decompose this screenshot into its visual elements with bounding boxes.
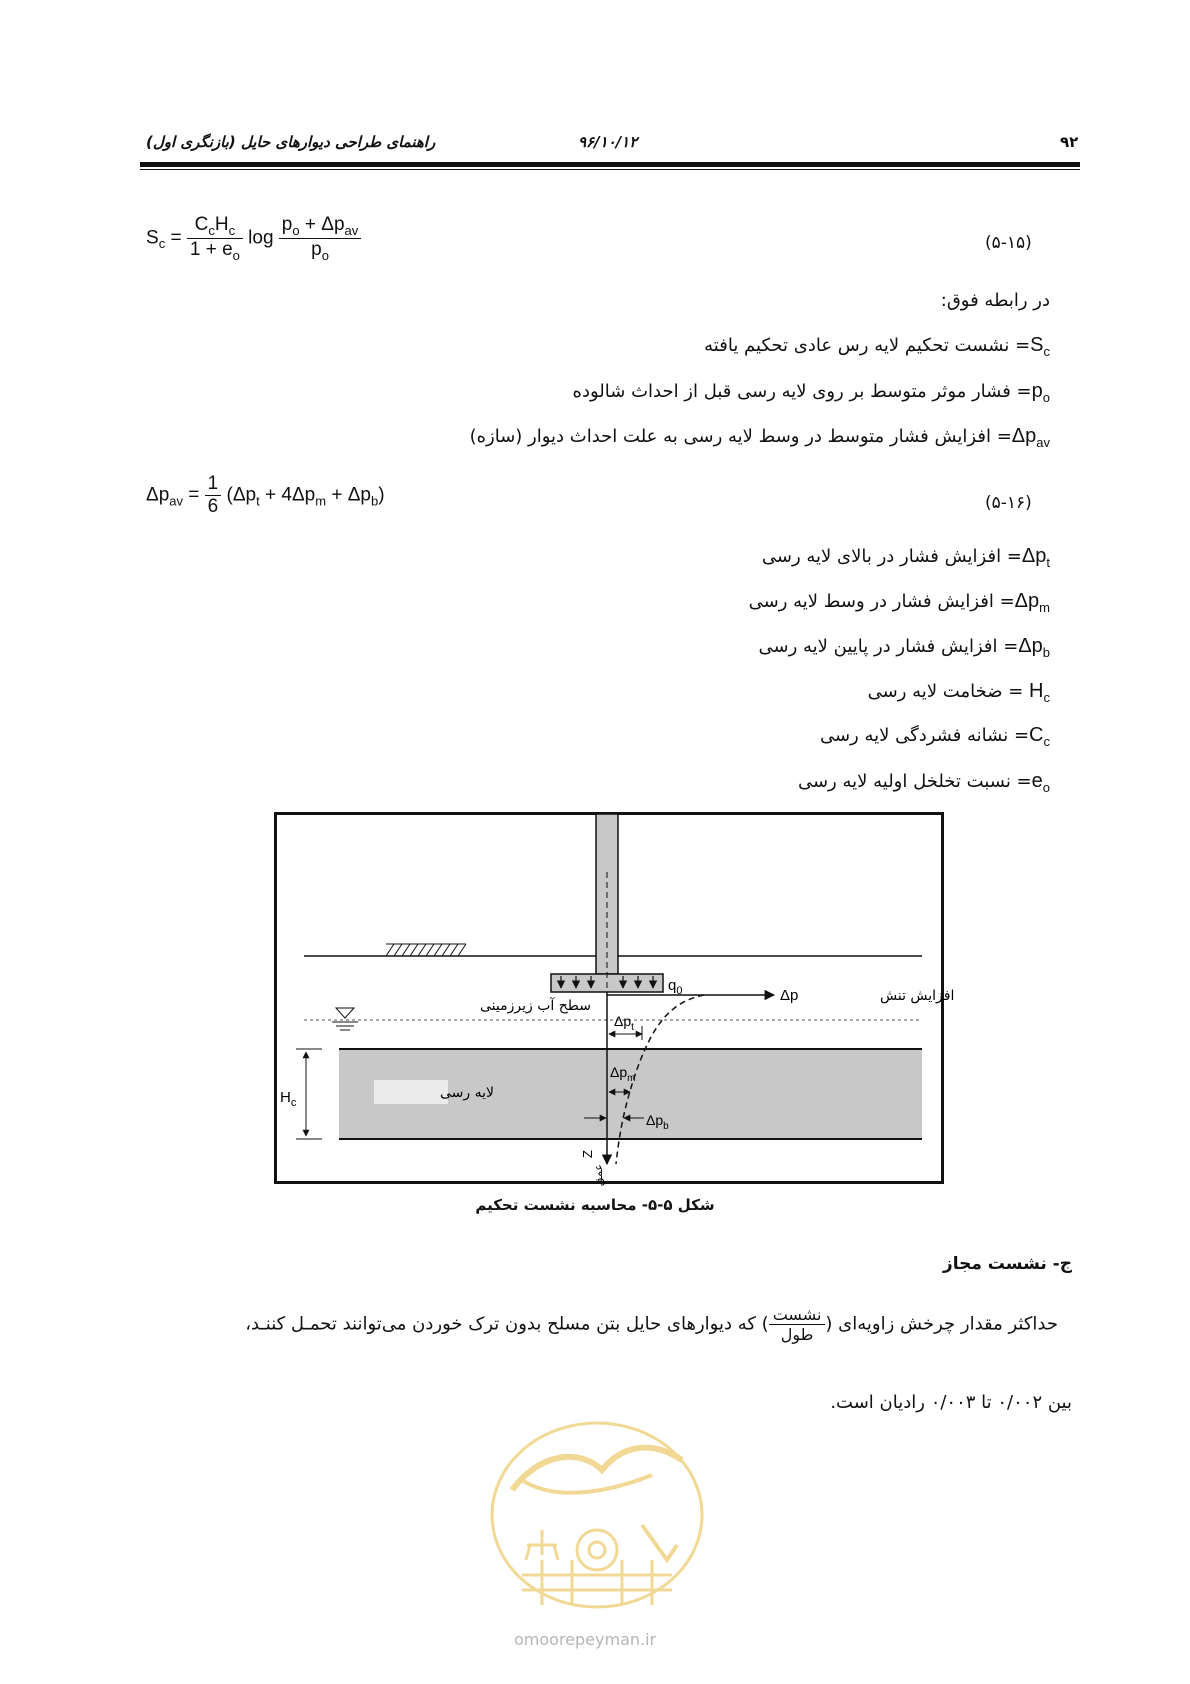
clay-layer-label: لایه رسی bbox=[440, 1085, 494, 1101]
dpb-label: $\Delta p_b$ bbox=[646, 1112, 669, 1132]
dpm-label: $\Delta p_m$ bbox=[610, 1064, 636, 1084]
z-label: Z bbox=[580, 1150, 595, 1158]
dpt-label: $\Delta p_t$ bbox=[614, 1013, 634, 1033]
intro-text: در رابطه فوق: bbox=[940, 290, 1050, 311]
equation-16-5-fraction: $\frac{1}{6}$ bbox=[205, 473, 222, 518]
section-paragraph-line2: بین ۰/۰۰۲ تا ۰/۰۰۳ رادیان است. bbox=[830, 1392, 1072, 1413]
equation-number-15-5: (۵-۱۵) bbox=[985, 233, 1032, 253]
definition-sc: $S_c=$ نشست تحکیم لایه رس عادی تحکیم یافته bbox=[704, 334, 1050, 359]
hc-label: $H_c$ bbox=[280, 1089, 297, 1109]
equation-15-5: $S_c$ = $\frac{C_cH_c}{1 + e_o}$ log $\frac{p_o + \Delta p_{av}}{p_o}$ bbox=[146, 214, 361, 263]
depth-label: عمق bbox=[592, 1164, 605, 1187]
header-title: راهنمای طراحی دیوارهای حایل (بازنگری اول) bbox=[146, 133, 436, 151]
settlement-length-fraction: نشست طول bbox=[769, 1305, 826, 1344]
watermark-url: omoorepeyman.ir bbox=[514, 1630, 657, 1649]
page-number: ۹۲ bbox=[1060, 133, 1079, 151]
definition-hc: $H_c$ = ضخامت لایه رسی bbox=[867, 680, 1050, 705]
consolidation-figure bbox=[274, 812, 955, 1187]
definition-dpm: $\Delta p_m=$ افزایش فشار در وسط لایه رسی bbox=[748, 590, 1050, 615]
header-rule-thick bbox=[140, 162, 1080, 167]
definition-dpav: $\Delta p_{av}=$ افزایش فشار متوسط در وسط لایه رسی به علت احداث دیوار (سازه) bbox=[469, 425, 1050, 450]
stress-increase-label: افزایش تنش bbox=[880, 988, 955, 1004]
equation-15-5-fraction: $\frac{C_cH_c}{1 + e_o}$ bbox=[187, 214, 243, 263]
clay-label-box bbox=[374, 1080, 448, 1104]
definition-dpb: $\Delta p_b=$ افزایش فشار در پایین لایه رسی bbox=[758, 635, 1050, 660]
groundwater-label: سطح آب زیرزمینی bbox=[480, 998, 591, 1014]
header-date: ۹۶/۱۰/۱۲ bbox=[578, 133, 638, 151]
equation-15-5-log-fraction: $\frac{p_o + \Delta p_{av}}{p_o}$ bbox=[279, 214, 361, 263]
definition-cc: $C_c=$ نشانه فشردگی لایه رسی bbox=[819, 724, 1050, 749]
watermark-logo bbox=[482, 1420, 712, 1615]
dp-axis-label: Δp bbox=[780, 987, 799, 1004]
definition-dpt: $\Delta p_t=$ افزایش فشار در بالای لایه رسی bbox=[761, 545, 1050, 570]
header-rule-thin bbox=[140, 169, 1080, 170]
equation-16-5: $\Delta p_{av}$ = $\frac{1}{6}$ $(\Delta p_t + 4\Delta p_m + \Delta p_b)$ bbox=[146, 473, 385, 517]
section-heading: ج- نشست مجاز bbox=[942, 1254, 1072, 1274]
definition-eo: $e_o=$ نسبت تخلخل اولیه لایه رسی bbox=[797, 770, 1050, 795]
q0-label: $q_0$ bbox=[668, 977, 683, 997]
section-paragraph-line1: حداکثر مقدار چرخش زاویه‌ای ( نشست طول ) که دیوارهای حایل بتن مسلح بدون ترک خوردن می‌توانند تحمـل کننـد، bbox=[245, 1305, 1058, 1344]
definition-po: $p_o=$ فشار موثر متوسط بر روی لایه رسی قبل از احداث شالوده bbox=[572, 380, 1050, 405]
figure-caption: شکل ۵-۵- محاسبه نشست تحکیم bbox=[475, 1196, 715, 1214]
equation-number-16-5: (۵-۱۶) bbox=[985, 493, 1032, 513]
